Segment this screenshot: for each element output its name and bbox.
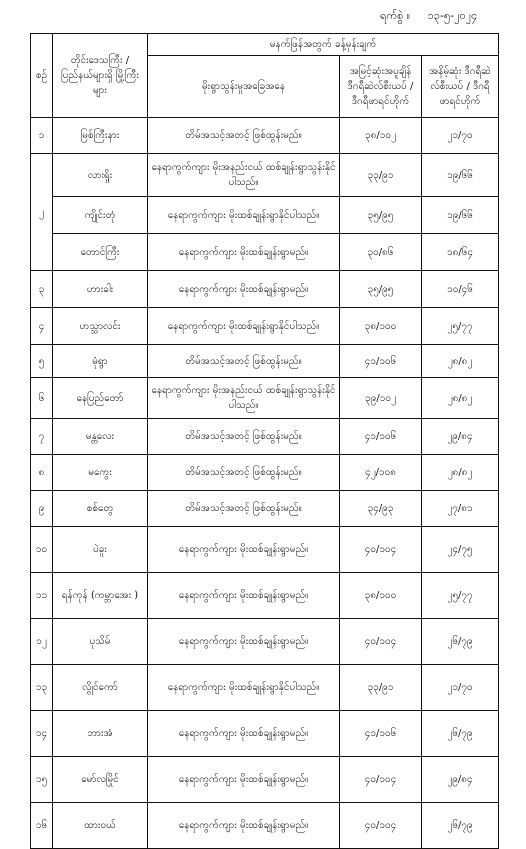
table-row (31, 234, 499, 271)
min-temp: ၂၉/၈၄ (422, 757, 499, 803)
max-temp: ၄၁/၁၀၆ (340, 419, 422, 455)
city-name: လားရှိုး (53, 154, 148, 197)
rain-condition: နေရာကွက်ကျား မိုးထစ်ချုန်းရွာနိုင်ပါသည်။ (148, 308, 340, 345)
max-temp: ၃၉/၁၀၂ (340, 378, 422, 419)
city-name: ကျိုင်းတုံ (53, 197, 148, 234)
city-name: လွိုင်ကော် (53, 665, 148, 711)
city-name: ဘားအံ (53, 711, 148, 757)
city-name: မကွေး (53, 455, 148, 491)
rain-condition: နေရာကွက်ကျား မိုးထစ်ချုန်းရွာနိုင်ပါသည်။ (148, 665, 340, 711)
max-temp: ၃၅/၉၅ (340, 197, 422, 234)
date-line (380, 9, 520, 25)
table-row (31, 308, 499, 345)
table-row (31, 619, 499, 665)
min-temp: ၂၁/၇၀ (422, 665, 499, 711)
city-name: တောင်ကြီး (53, 234, 148, 271)
row-num: ၁၂ (31, 619, 53, 665)
forecast-table (30, 33, 499, 849)
min-temp: ၂၆/၇၉ (422, 803, 499, 849)
rain-condition: နေရာကွက်ကျား မိုးထစ်ချုန်းရွာမည်။ (148, 527, 340, 573)
rain-condition: နေရာကွက်ကျား မိုးထစ်ချုန်းရွာမည်။ (148, 757, 340, 803)
table-row (31, 665, 499, 711)
city-name: မန္တလေး (53, 419, 148, 455)
rain-condition: နေရာကွက်ကျား မိုးထစ်ချုန်းရွာမည်။ (148, 271, 340, 308)
min-temp: ၁၈/၆၄ (422, 234, 499, 271)
header-city: တိုင်းဒေသကြီး / ပြည်နယ်များရှိ မြို့ကြီးများ (53, 34, 148, 118)
rain-condition: နေရာကွက်ကျား မိုးအနည်းငယ် ထစ်ချုန်းရွာသွန်းနိုင်ပါသည်။ (148, 154, 340, 197)
row-num: ၅ (31, 345, 53, 378)
table-row (31, 491, 499, 527)
max-temp: ၃၈/၁၀၀ (340, 573, 422, 619)
max-temp: ၃၃/၉၁ (340, 665, 422, 711)
table-row (31, 527, 499, 573)
max-temp: ၄၀/၁၀၄ (340, 757, 422, 803)
row-num: ၁၀ (31, 527, 53, 573)
row-num: ၄ (31, 308, 53, 345)
rain-condition: တိမ်အသင့်အတင့် ဖြစ်ထွန်းမည်။ (148, 419, 340, 455)
min-temp: ၂၁/၇၀ (422, 118, 499, 154)
max-temp: ၃၈/၁၀၀ (340, 308, 422, 345)
min-temp: ၂၇/၈၁ (422, 491, 499, 527)
row-num: ၁ (31, 118, 53, 154)
city-name: နေပြည်တော် (53, 378, 148, 419)
row-num: ၃ (31, 271, 53, 308)
rain-condition: နေရာကွက်ကျား မိုးထစ်ချုန်းရွာမည်။ (148, 803, 340, 849)
max-temp: ၄၀/၁၀၄ (340, 803, 422, 849)
city-name: ထားဝယ် (53, 803, 148, 849)
city-name: မော်လမြိုင် (53, 757, 148, 803)
header-num: စဉ် (31, 34, 53, 118)
min-temp: ၁၉/၆၆ (422, 154, 499, 197)
max-temp: ၄၂/၁၀၈ (340, 455, 422, 491)
row-num: ၂ (31, 154, 53, 271)
city-name: ဟသ္သာလင်း (53, 308, 148, 345)
min-temp: ၂၅/၇၇ (422, 573, 499, 619)
row-num: ၁၆ (31, 803, 53, 849)
row-num: ၁၁ (31, 573, 53, 619)
city-name: စစ်တွေ (53, 491, 148, 527)
rain-condition: နေရာကွက်ကျား မိုးအနည်းငယ် ထစ်ချုန်းရွာသွန်းနိုင်ပါသည်။ (148, 378, 340, 419)
row-num: ၉ (31, 491, 53, 527)
min-temp: ၁၉/၆၆ (422, 197, 499, 234)
max-temp: ၃၅/၉၅ (340, 271, 422, 308)
date-value: ၁၃-၅-၂၀၂၄ (427, 9, 478, 22)
max-temp: ၃၈/၁၀၂ (340, 118, 422, 154)
table-row (31, 419, 499, 455)
row-num: ၈ (31, 455, 53, 491)
header-forecast-group: မနက်ဖြန်အတွက် ခန့်မှန်းချက် (148, 34, 499, 56)
table-row (31, 711, 499, 757)
city-name: ပဲခူး (53, 527, 148, 573)
min-temp: ၂၉/၈၄ (422, 419, 499, 455)
table-row (31, 757, 499, 803)
max-temp: ၄၀/၁၀၄ (340, 619, 422, 665)
max-temp: ၃၃/၉၁ (340, 154, 422, 197)
header-condition: မိုးရွာသွန်းမှုအခြေအနေ (148, 56, 340, 118)
city-name: မုံရွာ (53, 345, 148, 378)
row-num: ၇ (31, 419, 53, 455)
max-temp: ၄၁/၁၀၆ (340, 345, 422, 378)
max-temp: ၃၄/၉၃ (340, 491, 422, 527)
table-row (31, 378, 499, 419)
city-name: မြစ်ကြီးနား (53, 118, 148, 154)
table-row (31, 154, 499, 197)
date-label: ရက်စွဲ ။ (380, 9, 411, 22)
min-temp: ၂၆/၇၉ (422, 619, 499, 665)
header-max-temp: အမြင့်ဆုံးအပူချိန် ဒီဂရီဆဲလ်စီးယပ် /ဒီဂရီဖာရင်ဟိုက် (340, 56, 422, 118)
min-temp: ၂၄/၇၅ (422, 527, 499, 573)
min-temp: ၂၈/၈၂ (422, 455, 499, 491)
row-num: ၁၃ (31, 665, 53, 711)
rain-condition: နေရာကွက်ကျား မိုးထစ်ချုန်းရွာမည်။ (148, 234, 340, 271)
min-temp: ၂၆/၇၉ (422, 711, 499, 757)
table-row (31, 455, 499, 491)
city-name: ရန်ကုန် (ကမ္ဘာအေး ) (53, 573, 148, 619)
table-row (31, 271, 499, 308)
row-num: ၁၄ (31, 711, 53, 757)
min-temp: ၁၀/၄၆ (422, 271, 499, 308)
min-temp: ၂၅/၇၇ (422, 308, 499, 345)
row-num: ၁၅ (31, 757, 53, 803)
city-name: ပုသိမ် (53, 619, 148, 665)
header-min-temp: အနိမ့်ဆုံး ဒီဂရီဆဲလ်စီးယပ် / ဒီဂရီဖာရင်ဟိုက် (422, 56, 499, 118)
rain-condition: တိမ်အသင့်အတင့် ဖြစ်ထွန်းမည်။ (148, 491, 340, 527)
rain-condition: နေရာကွက်ကျား မိုးထစ်ချုန်းရွာမည်။ (148, 711, 340, 757)
rain-condition: နေရာကွက်ကျား မိုးထစ်ချုန်းရွာမည်။ (148, 619, 340, 665)
max-temp: ၄၁/၁၀၆ (340, 711, 422, 757)
rain-condition: နေရာကွက်ကျား မိုးထစ်ချုန်းရွာမည်။ (148, 573, 340, 619)
min-temp: ၂၈/၈၂ (422, 378, 499, 419)
city-name: ဟားခါး (53, 271, 148, 308)
table-row (31, 118, 499, 154)
rain-condition: တိမ်အသင့်အတင့် ဖြစ်ထွန်းမည်။ (148, 118, 340, 154)
row-num: ၆ (31, 378, 53, 419)
table-row (31, 345, 499, 378)
min-temp: ၂၈/၈၂ (422, 345, 499, 378)
table-row (31, 197, 499, 234)
rain-condition: တိမ်အသင့်အတင့် ဖြစ်ထွန်းမည်။ (148, 345, 340, 378)
max-temp: ၃၀/၈၆ (340, 234, 422, 271)
rain-condition: နေရာကွက်ကျား မိုးထစ်ချုန်းရွာနိုင်ပါသည်။ (148, 197, 340, 234)
table-row (31, 803, 499, 849)
max-temp: ၄၀/၁၀၄ (340, 527, 422, 573)
table-row (31, 573, 499, 619)
rain-condition: တိမ်အသင့်အတင့် ဖြစ်ထွန်းမည်။ (148, 455, 340, 491)
